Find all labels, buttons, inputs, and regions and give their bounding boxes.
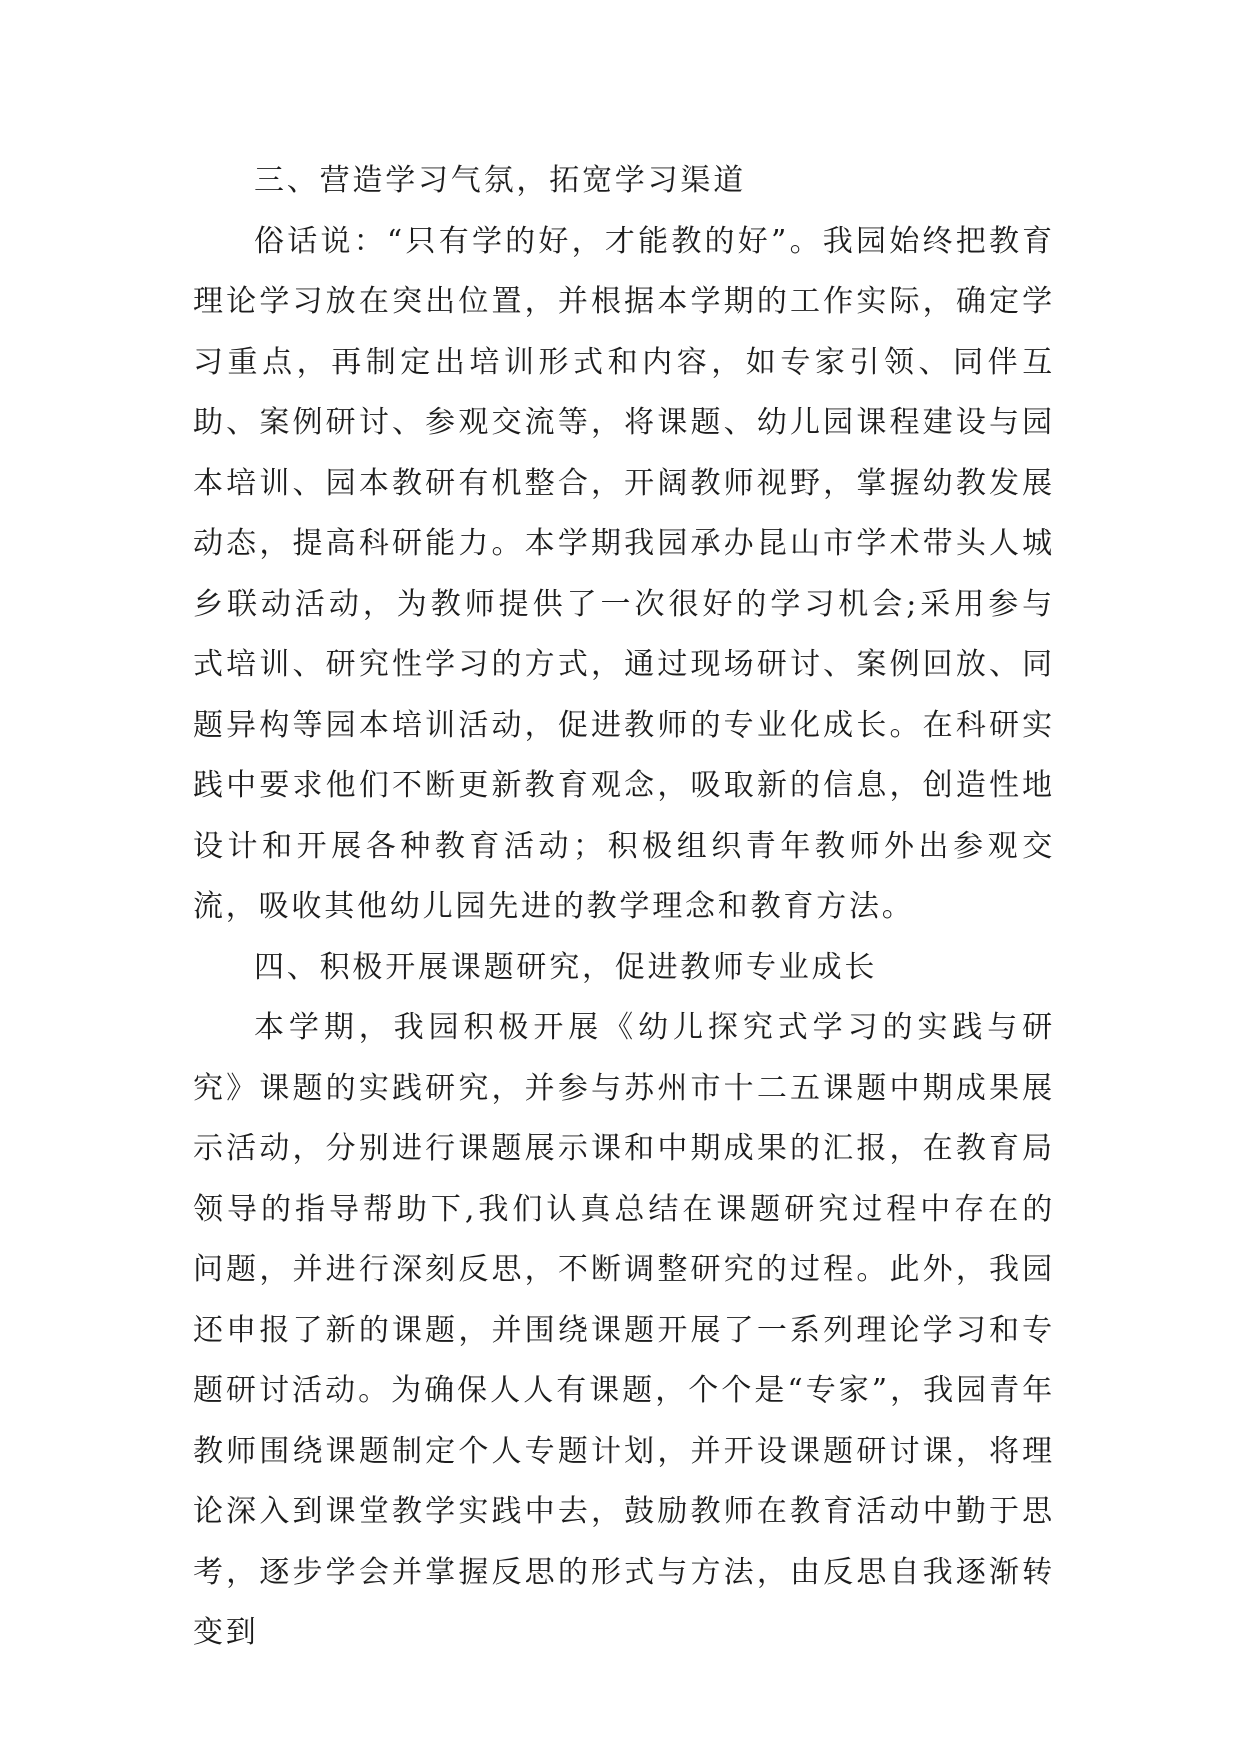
document-body: [193, 151, 1055, 1664]
section-heading-4: 四、积极开展课题研究，促进教师专业成长: [254, 949, 878, 985]
body-paragraph-learning-atmosphere: 俗话说：“只有学的好，才能教的好”。我园始终把教育理论学习放在突出位置，并根据本学期的工作实际，确定学习重点，再制定出培训形式和内容，如专家引领、同伴互助、案例研讨、参观交流等，将课题、幼儿园课程建设与园本培训、园本教研有机整合，开阔教师视野，掌握幼教发展动态，提高科研能力。本学期我园承办昆山市学术带头人城乡联动活动，为教师提供了一次很好的学习机会;采用参与式培训、研究性学习的方式，通过现场研讨、案例回放、同题异构等园本培训活动，促进教师的专业化成长。在科研实践中要求他们不断更新教育观念，吸取新的信息，创造性地设计和开展各种教育活动；积极组织青年教师外出参观交流，吸收其他幼儿园先进的教学理念和教育方法。: [193, 223, 1055, 924]
body-paragraph-research-topics: 本学期，我园积极开展《幼儿探究式学习的实践与研究》课题的实践研究，并参与苏州市十二五课题中期成果展示活动，分别进行课题展示课和中期成果的汇报，在教育局领导的指导帮助下,我们认真总结在课题研究过程中存在的问题，并进行深刻反思，不断调整研究的过程。此外，我园还申报了新的课题，并围绕课题开展了一系列理论学习和专题研讨活动。为确保人人有课题，个个是“专家”，我园青年教师围绕课题制定个人专题计划，并开设课题研讨课，将理论深入到课堂教学实践中去，鼓励教师在教育活动中勤于思考，逐步学会并掌握反思的形式与方法，由反思自我逐渐转变到: [193, 1010, 1055, 1650]
section-heading-3: 三、营造学习气氛，拓宽学习渠道: [254, 163, 746, 198]
